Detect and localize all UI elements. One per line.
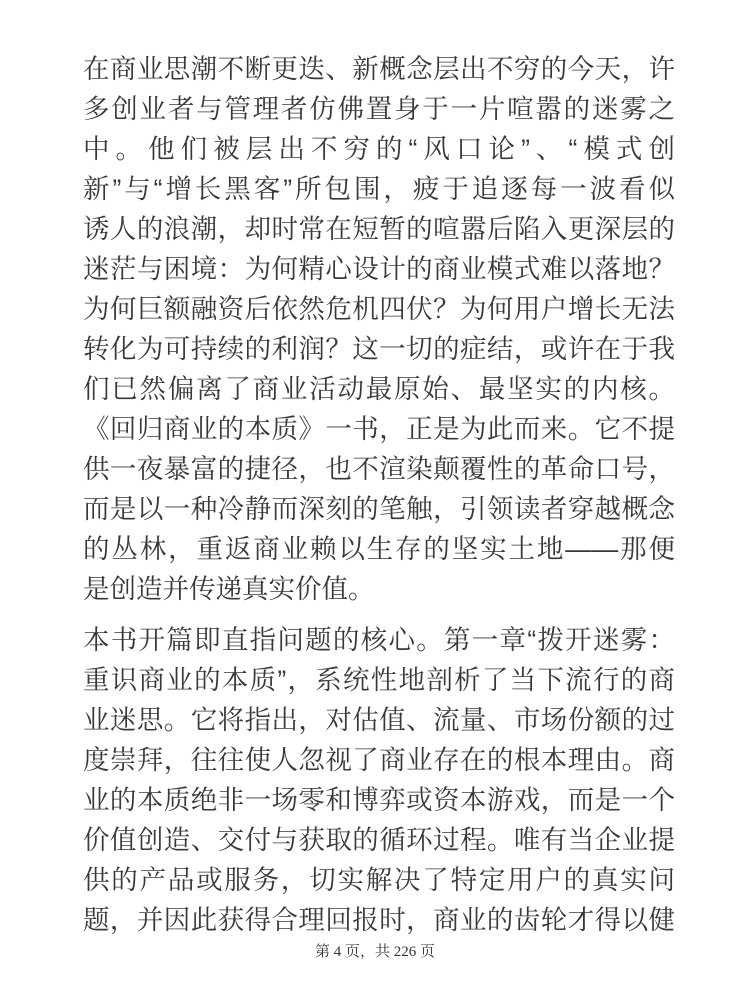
text-line: 在商业思潮不断更迭、新概念层出不穷的今天，许 (83, 54, 675, 84)
text-line: 们已然偏离了商业活动最原始、最坚实的内核。 (83, 374, 675, 404)
text-line: 为何巨额融资后依然危机四伏？为何用户增长无法 (83, 294, 675, 324)
text-line: 新”与“增长黑客”所包围，疲于追逐每一波看似 (83, 174, 675, 204)
text-line: 而是以一种冷静而深刻的笔触，引领读者穿越概念 (83, 494, 675, 524)
paragraph-1 (83, 49, 675, 609)
text-line: 中。他们被层出不穷的“风口论”、“模式创 (83, 134, 675, 164)
text-line: 业迷思。它将指出，对估值、流量、市场份额的过 (83, 705, 675, 735)
text-line: 的丛林，重返商业赖以生存的坚实土地——那便 (83, 534, 675, 564)
text-line: 转化为可持续的利润？这一切的症结，或许在于我 (83, 334, 675, 364)
text-line: 重识商业的本质”，系统性地剖析了当下流行的商 (83, 665, 675, 695)
paragraph-2 (83, 620, 675, 940)
text-line: 多创业者与管理者仿佛置身于一片喧嚣的迷雾之 (83, 94, 675, 124)
text-line: 诱人的浪潮，却时常在短暂的喧嚣后陷入更深层的 (83, 214, 675, 244)
text-line: 本书开篇即直指问题的核心。第一章“拨开迷雾： (83, 625, 675, 655)
text-line: 度崇拜，往往使人忽视了商业存在的根本理由。商 (83, 745, 675, 775)
text-line: 题，并因此获得合理回报时，商业的齿轮才得以健 (83, 905, 675, 935)
text-line: 价值创造、交付与获取的循环过程。唯有当企业提 (83, 825, 675, 855)
page-number-footer: 第 4 页，共 226 页 (314, 944, 435, 960)
text-line: 供一夜暴富的捷径，也不渲染颠覆性的革命口号， (83, 454, 675, 484)
text-line: 《回归商业的本质》一书，正是为此而来。它不提 (83, 414, 675, 444)
document-text-area (83, 49, 675, 940)
text-line: 是创造并传递真实价值。 (83, 574, 375, 604)
text-line: 供的产品或服务，切实解决了特定用户的真实问 (83, 865, 675, 895)
text-line: 迷茫与困境：为何精心设计的商业模式难以落地？ (83, 254, 675, 284)
text-line: 业的本质绝非一场零和博弈或资本游戏，而是一个 (83, 785, 675, 815)
